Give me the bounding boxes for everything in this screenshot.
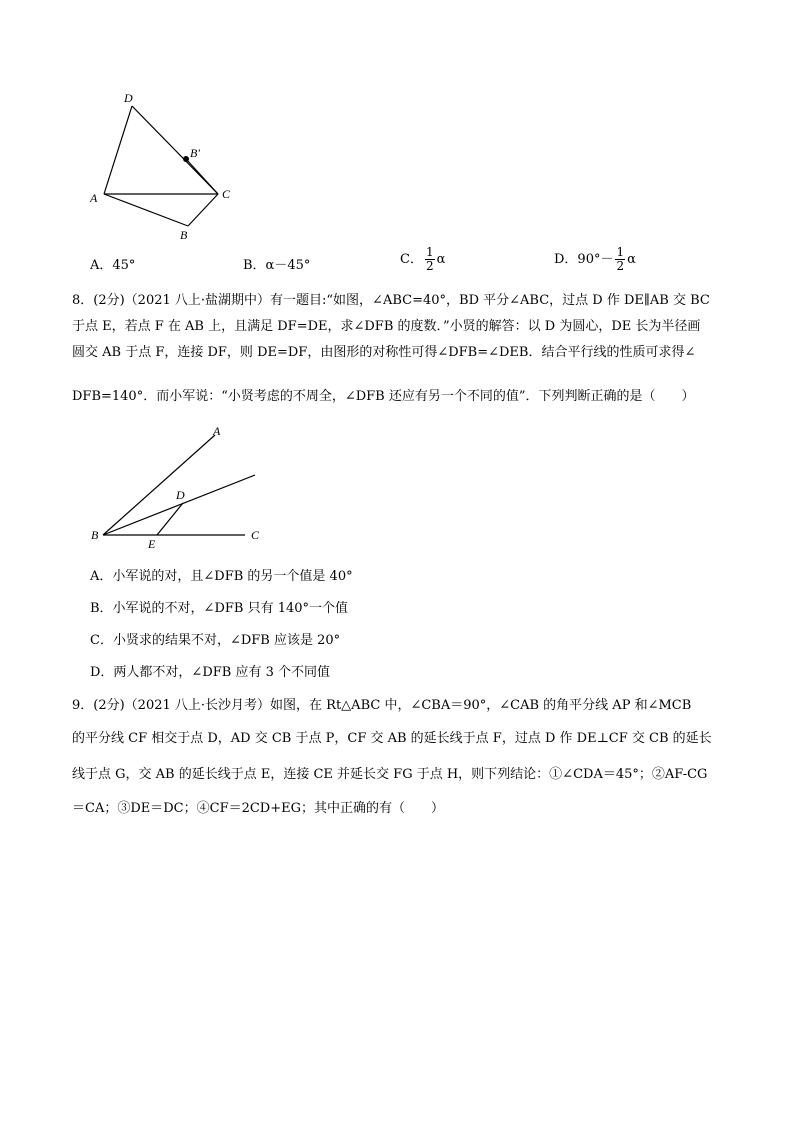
- fraction: [425, 246, 435, 273]
- q8-option-a[interactable]: A．小军说的对，且∠DFB 的另一个值是 40°: [90, 569, 353, 584]
- q7-option-b[interactable]: B．α－45°: [243, 258, 311, 273]
- fraction-denominator: 2: [616, 259, 625, 273]
- segment-BC: [188, 194, 218, 226]
- q8-option-d[interactable]: D．两人都不对，∠DFB 应有 3 个不同值: [90, 665, 330, 680]
- label-B: B: [180, 228, 188, 242]
- label-B: B: [91, 528, 99, 542]
- point-Bprime: [183, 156, 189, 162]
- ray-BA: [103, 435, 215, 535]
- q9-stem-line-1: 9．(2分)（2021 八上·长沙月考）如图，在 Rt△ABC 中，∠CBA＝90°，∠CAB 的角平分线 AP 和∠MCB: [72, 698, 692, 713]
- label-C: C: [251, 528, 260, 542]
- label-D: D: [176, 488, 185, 502]
- q7-option-d-prefix: D．90°－: [554, 252, 614, 267]
- label-A: A: [213, 424, 221, 438]
- ray-BD: [103, 475, 255, 535]
- q8-stem-line-4: DFB=140°．而小军说：“小贤考虑的不周全，∠DFB 还应有另一个不同的值”．下列判断正确的是（ ）: [72, 389, 695, 404]
- segment-BpC: [186, 159, 218, 194]
- q7-option-a[interactable]: A．45°: [90, 258, 136, 273]
- fraction-denominator: 2: [425, 259, 434, 273]
- figure-quadrilateral: [80, 88, 250, 248]
- q8-stem-line-1: 8．(2分)（2021 八上·盐湖期中）有一题目:“如图，∠ABC=40°，BD 平分∠ABC，过点 D 作 DE∥AB 交 BC: [72, 293, 710, 308]
- label-D: D: [124, 91, 133, 105]
- figure-angle-bisector-svg: [85, 420, 275, 552]
- fraction-numerator: 1: [616, 245, 625, 259]
- q9-stem-line-2: 的平分线 CF 相交于点 D，AD 交 CB 于点 P，CF 交 AB 的延长线于点 F，过点 D 作 DE⊥CF 交 CB 的延长: [72, 731, 712, 746]
- segment-DA: [104, 106, 132, 194]
- q9-stem-line-3: 线于点 G，交 AB 的延长线于点 E，连接 CE 并延长交 FG 于点 H，则下列结论：①∠CDA＝45°；②AF-CG: [72, 767, 708, 782]
- q8-stem-line-3: 圆交 AB 于点 F，连接 DF，则 DE=DF，由图形的对称性可得∠DFB=∠DEB．结合平行线的性质可求得∠: [72, 345, 696, 360]
- q7-option-c[interactable]: [400, 246, 445, 273]
- label-A: A: [90, 191, 98, 205]
- fraction: [615, 246, 625, 273]
- q8-option-c[interactable]: C．小贤求的结果不对，∠DFB 应该是 20°: [90, 633, 341, 648]
- q7-option-d[interactable]: [554, 246, 636, 273]
- segment-DC: [132, 106, 218, 194]
- segment-AB: [104, 194, 188, 226]
- q7-option-d-suffix: α: [627, 252, 636, 267]
- label-Bprime: B′: [190, 146, 200, 160]
- figure-angle-bisector: [85, 420, 275, 552]
- q9-stem-line-4: ＝CA；③DE＝DC；④CF＝2CD+EG；其中正确的有（ ）: [72, 801, 444, 816]
- label-E: E: [148, 537, 156, 551]
- q7-option-c-suffix: α: [436, 252, 446, 267]
- q8-stem-line-2: 于点 E，若点 F 在 AB 上，且满足 DF=DE，求∠DFB 的度数．”小贤的解答：以 D 为圆心，DE 长为半径画: [72, 319, 701, 334]
- q8-option-b[interactable]: B．小军说的不对，∠DFB 只有 140°一个值: [90, 601, 349, 616]
- q7-option-c-prefix: C．: [400, 252, 423, 267]
- fraction-numerator: 1: [425, 245, 434, 259]
- figure-quadrilateral-svg: [80, 88, 250, 248]
- label-C: C: [222, 187, 231, 201]
- segment-DE: [157, 503, 183, 535]
